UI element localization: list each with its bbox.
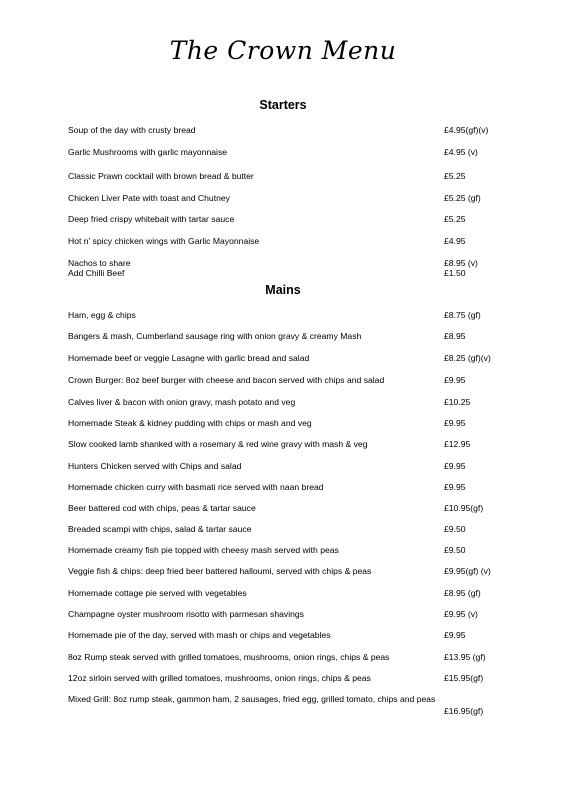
item-price: £9.95 <box>444 630 466 640</box>
item-price: £13.95 (gf) <box>444 652 486 662</box>
item-price: £9.95(gf) (v) <box>444 566 491 576</box>
item-price: £8.25 (gf)(v) <box>444 353 491 363</box>
item-price: £8.95 (v) <box>444 258 478 268</box>
item-price: £9.95 <box>444 418 466 428</box>
item-price: £4.95 <box>444 236 466 246</box>
item-name: Hot n’ spicy chicken wings with Garlic Mayonnaise <box>68 236 260 246</box>
item-price: £9.95 <box>444 461 466 471</box>
item-name: Add Chilli Beef <box>68 268 125 278</box>
item-name: 12oz sirloin served with grilled tomatoes, mushrooms, onion rings, chips & peas <box>68 673 371 683</box>
item-name: Homemade chicken curry with basmati rice served with naan bread <box>68 482 324 492</box>
item-price: £5.25 <box>444 171 466 181</box>
item-name: Garlic Mushrooms with garlic mayonnaise <box>68 147 228 157</box>
item-name: Ham, egg & chips <box>68 310 136 320</box>
item-name: Nachos to share <box>68 258 131 268</box>
item-name: Crown Burger: 8oz beef burger with cheese and bacon served with chips and salad <box>68 375 385 385</box>
item-name: Homemade cottage pie served with vegetables <box>68 588 247 598</box>
item-price: £9.95 <box>444 482 466 492</box>
item-name: Breaded scampi with chips, salad & tartar sauce <box>68 524 252 534</box>
item-price: £4.95(gf)(v) <box>444 125 489 135</box>
item-price: £16.95(gf) <box>444 706 484 716</box>
item-name: Mixed Grill: 8oz rump steak, gammon ham, 2 sausages, fried egg, grilled tomato, chips and peas <box>68 694 436 704</box>
item-name: Veggie fish & chips: deep fried beer battered halloumi, served with chips & peas <box>68 566 372 576</box>
mains-heading: Mains <box>265 283 301 297</box>
item-price: £9.50 <box>444 524 466 534</box>
item-price: £1.50 <box>444 268 466 278</box>
item-name: Chicken Liver Pate with toast and Chutney <box>68 193 230 203</box>
item-name: Homemade pie of the day, served with mash or chips and vegetables <box>68 630 331 640</box>
item-name: Classic Prawn cocktail with brown bread & butter <box>68 171 254 181</box>
item-price: £10.25 <box>444 397 471 407</box>
item-name: 8oz Rump steak served with grilled tomatoes, mushrooms, onion rings, chips & peas <box>68 652 390 662</box>
item-name: Bangers & mash, Cumberland sausage ring with onion gravy & creamy Mash <box>68 331 362 341</box>
item-price: £8.75 (gf) <box>444 310 481 320</box>
starters-heading: Starters <box>259 98 307 112</box>
item-name: Soup of the day with crusty bread <box>68 125 196 135</box>
item-price: £12.95 <box>444 439 471 449</box>
item-name: Homemade Steak & kidney pudding with chips or mash and veg <box>68 418 312 428</box>
item-name: Deep fried crispy whitebait with tartar sauce <box>68 214 235 224</box>
item-name: Homemade creamy fish pie topped with cheesy mash served with peas <box>68 545 339 555</box>
item-name: Hunters Chicken served with Chips and salad <box>68 461 242 471</box>
item-price: £9.95 (v) <box>444 609 478 619</box>
item-price: £9.50 <box>444 545 466 555</box>
item-name: Slow cooked lamb shanked with a rosemary & red wine gravy with mash & veg <box>68 439 368 449</box>
item-price: £4.95 (v) <box>444 147 478 157</box>
item-name: Calves liver & bacon with onion gravy, mash potato and veg <box>68 397 296 407</box>
item-name: Beer battered cod with chips, peas & tartar sauce <box>68 503 256 513</box>
item-price: £15.95(gf) <box>444 673 484 683</box>
item-price: £5.25 <box>444 214 466 224</box>
item-price: £8.95 (gf) <box>444 588 481 598</box>
item-price: £9.95 <box>444 375 466 385</box>
menu-title: The Crown Menu <box>169 36 397 65</box>
item-price: £8.95 <box>444 331 466 341</box>
item-price: £10.95(gf) <box>444 503 484 513</box>
item-name: Champagne oyster mushroom risotto with parmesan shavings <box>68 609 304 619</box>
item-price: £5.25 (gf) <box>444 193 481 203</box>
item-name: Homemade beef or veggie Lasagne with garlic bread and salad <box>68 353 310 363</box>
